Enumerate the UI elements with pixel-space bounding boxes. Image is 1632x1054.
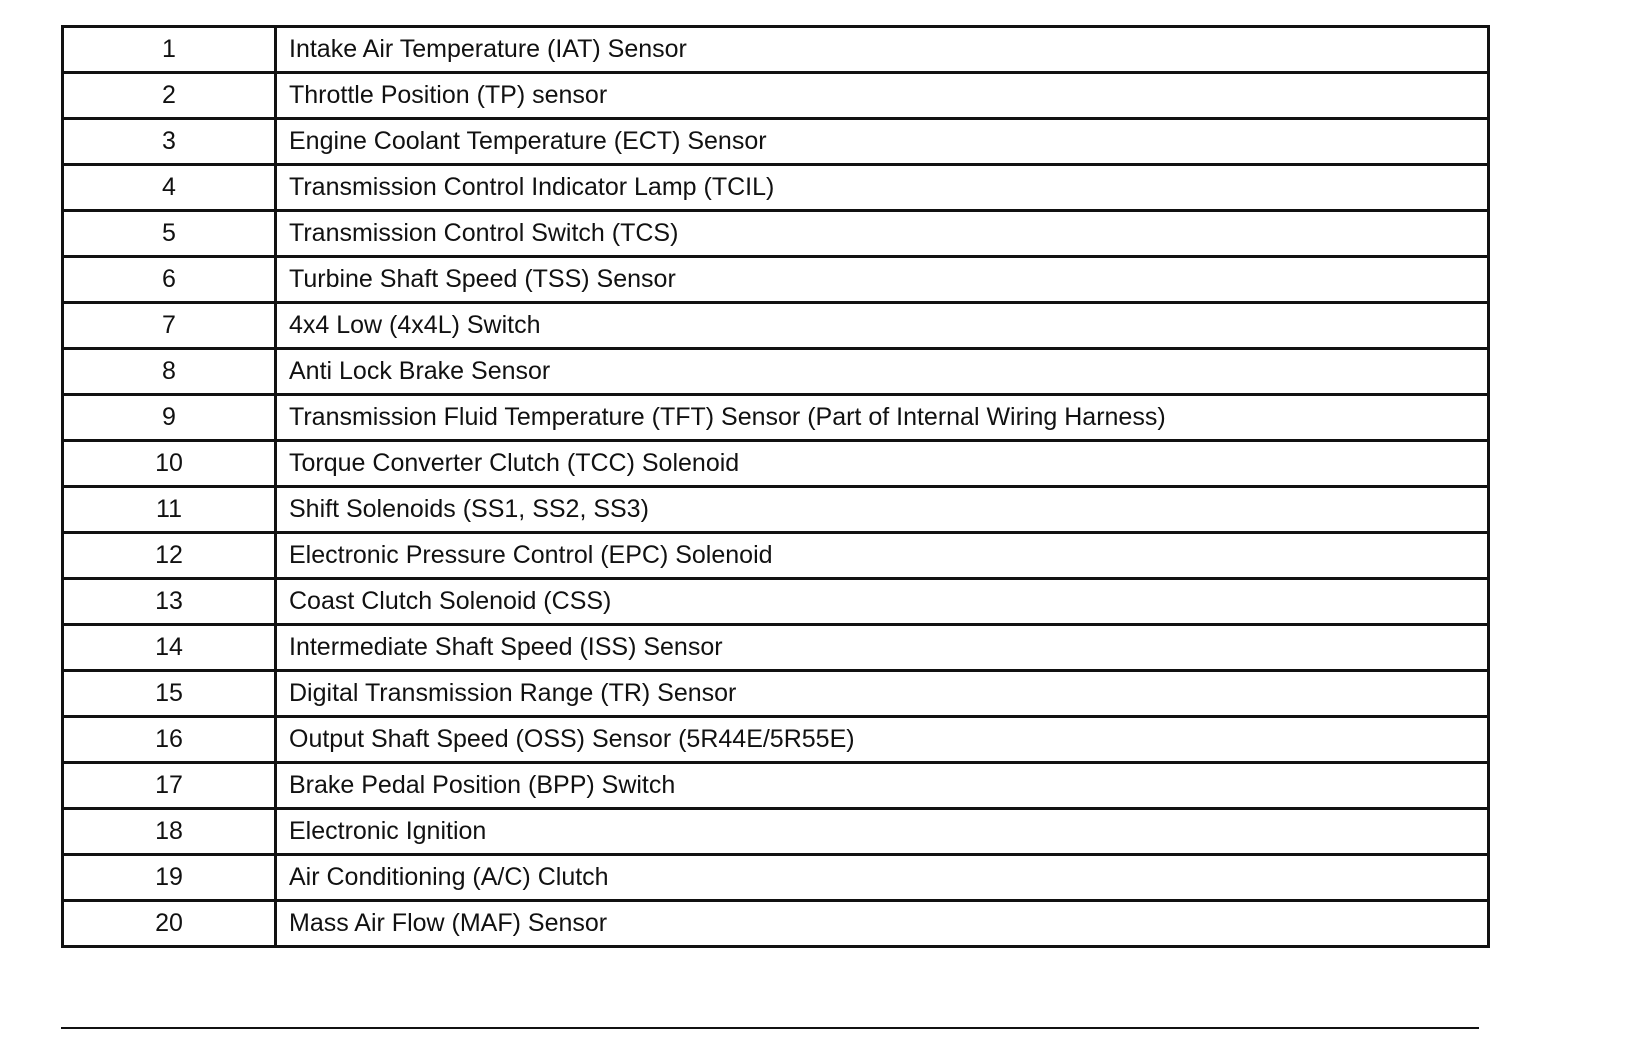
row-description: Torque Converter Clutch (TCC) Solenoid: [276, 441, 1489, 487]
table-row: [63, 119, 1489, 165]
table-row: [63, 901, 1489, 947]
row-number: 16: [63, 717, 276, 763]
row-description: Intake Air Temperature (IAT) Sensor: [276, 27, 1489, 73]
table-row: [63, 27, 1489, 73]
component-legend-table: [61, 25, 1490, 948]
row-description: Throttle Position (TP) sensor: [276, 73, 1489, 119]
row-description: Shift Solenoids (SS1, SS2, SS3): [276, 487, 1489, 533]
row-number: 12: [63, 533, 276, 579]
row-description: Transmission Fluid Temperature (TFT) Sensor (Part of Internal Wiring Harness): [276, 395, 1489, 441]
row-number: 9: [63, 395, 276, 441]
row-description: Mass Air Flow (MAF) Sensor: [276, 901, 1489, 947]
table-row: [63, 303, 1489, 349]
row-number: 13: [63, 579, 276, 625]
row-description: Intermediate Shaft Speed (ISS) Sensor: [276, 625, 1489, 671]
row-description: Electronic Ignition: [276, 809, 1489, 855]
table-row: [63, 763, 1489, 809]
row-description: Anti Lock Brake Sensor: [276, 349, 1489, 395]
footer-divider: [61, 1027, 1479, 1029]
row-number: 1: [63, 27, 276, 73]
row-description: Output Shaft Speed (OSS) Sensor (5R44E/5R55E): [276, 717, 1489, 763]
row-number: 4: [63, 165, 276, 211]
row-number: 5: [63, 211, 276, 257]
row-number: 14: [63, 625, 276, 671]
table-row: [63, 349, 1489, 395]
row-number: 10: [63, 441, 276, 487]
row-description: Engine Coolant Temperature (ECT) Sensor: [276, 119, 1489, 165]
row-description: Transmission Control Indicator Lamp (TCIL): [276, 165, 1489, 211]
table-row: [63, 257, 1489, 303]
table-row: [63, 441, 1489, 487]
row-number: 8: [63, 349, 276, 395]
row-description: Transmission Control Switch (TCS): [276, 211, 1489, 257]
table-row: [63, 73, 1489, 119]
row-description: Electronic Pressure Control (EPC) Solenoid: [276, 533, 1489, 579]
row-number: 15: [63, 671, 276, 717]
row-number: 17: [63, 763, 276, 809]
row-number: 2: [63, 73, 276, 119]
table-row: [63, 671, 1489, 717]
table-row: [63, 487, 1489, 533]
row-number: 3: [63, 119, 276, 165]
row-number: 19: [63, 855, 276, 901]
row-number: 6: [63, 257, 276, 303]
row-description: Turbine Shaft Speed (TSS) Sensor: [276, 257, 1489, 303]
row-description: 4x4 Low (4x4L) Switch: [276, 303, 1489, 349]
row-number: 7: [63, 303, 276, 349]
table-row: [63, 533, 1489, 579]
table-row: [63, 717, 1489, 763]
table-row: [63, 211, 1489, 257]
table-row: [63, 165, 1489, 211]
row-number: 18: [63, 809, 276, 855]
row-number: 20: [63, 901, 276, 947]
table-row: [63, 579, 1489, 625]
row-number: 11: [63, 487, 276, 533]
table-row: [63, 395, 1489, 441]
table-row: [63, 625, 1489, 671]
table-row: [63, 855, 1489, 901]
table-row: [63, 809, 1489, 855]
row-description: Coast Clutch Solenoid (CSS): [276, 579, 1489, 625]
row-description: Digital Transmission Range (TR) Sensor: [276, 671, 1489, 717]
row-description: Brake Pedal Position (BPP) Switch: [276, 763, 1489, 809]
row-description: Air Conditioning (A/C) Clutch: [276, 855, 1489, 901]
